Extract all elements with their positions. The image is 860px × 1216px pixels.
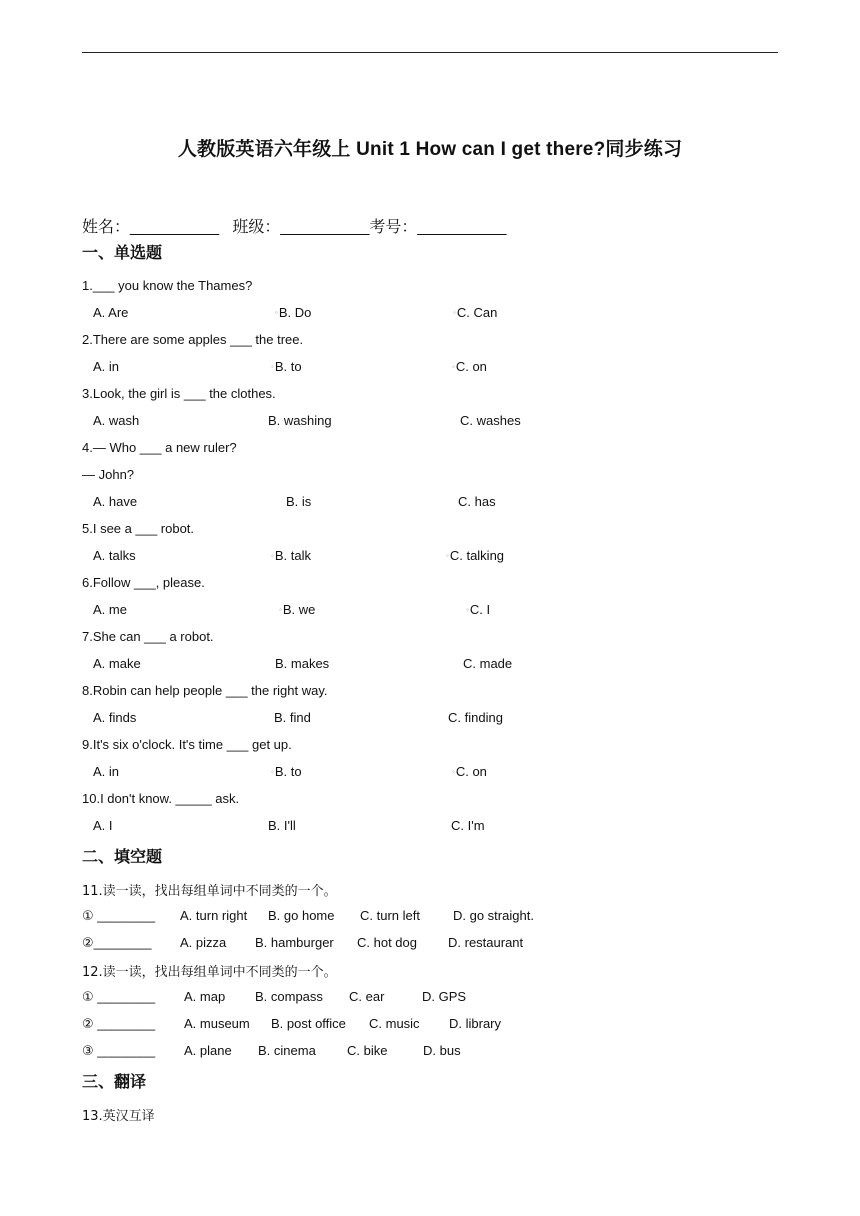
option-b: ◦B. Do: [275, 305, 312, 320]
option-b: B. find: [274, 710, 311, 725]
option-c: C. bike: [347, 1043, 388, 1058]
option-b: ◦B. we: [279, 602, 316, 617]
question-stem: 3.Look, the girl is ___ the clothes.: [82, 386, 276, 401]
question-stem: 13.英汉互译: [82, 1109, 155, 1124]
row-number: ②________: [82, 935, 152, 950]
question-stem: 4.— Who ___ a new ruler?: [82, 440, 237, 455]
question-stem: 8.Robin can help people ___ the right way.: [82, 683, 328, 698]
option-a: A. finds: [93, 710, 137, 725]
question-stem: 1.___ you know the Thames?: [82, 278, 253, 293]
number-label: 考号：: [369, 219, 418, 236]
option-c: C. I'm: [451, 818, 485, 833]
name-blank: __________: [130, 219, 219, 236]
option-a: A. pizza: [180, 935, 227, 950]
question-stem-reply: — John?: [82, 467, 135, 482]
option-b: B. cinema: [258, 1043, 316, 1058]
option-d: D. restaurant: [448, 935, 524, 950]
option-b: ◦B. talk: [271, 548, 311, 563]
option-b: B. washing: [268, 413, 332, 428]
option-d: D. bus: [423, 1043, 461, 1058]
question-stem: 2.There are some apples ___ the tree.: [82, 332, 304, 347]
option-b: ◦B. to: [271, 764, 302, 779]
option-b: B. post office: [271, 1016, 346, 1031]
question-stem: 10.I don't know. _____ ask.: [82, 791, 240, 806]
section-heading-fill-blank: 二、填空题: [82, 849, 163, 866]
option-a: A. have: [93, 494, 138, 509]
option-d: D. library: [449, 1016, 502, 1031]
section-heading-translation: 三、翻译: [82, 1074, 147, 1091]
option-a: A. me: [93, 602, 127, 617]
option-c: C. ear: [349, 989, 385, 1004]
option-b: B. is: [286, 494, 312, 509]
option-a: A. Are: [93, 305, 129, 320]
option-b: ◦B. to: [271, 359, 302, 374]
row-number: ① ________: [82, 989, 156, 1004]
option-c: ◦C. on: [452, 359, 487, 374]
option-a: A. talks: [93, 548, 136, 563]
option-a: A. in: [93, 359, 120, 374]
option-c: ◦C. Can: [453, 305, 498, 320]
row-number: ③ ________: [82, 1043, 156, 1058]
option-a: A. turn right: [180, 908, 248, 923]
class-blank: __________: [280, 219, 370, 236]
option-a: A. museum: [184, 1016, 250, 1031]
option-c: C. music: [369, 1016, 420, 1031]
option-b: B. compass: [255, 989, 323, 1004]
option-a: A. map: [184, 989, 226, 1004]
page-title: 人教版英语六年级上 Unit 1 How can I get there?同步练习: [177, 139, 683, 160]
option-a: A. I: [93, 818, 113, 833]
question-stem: 6.Follow ___, please.: [82, 575, 205, 590]
question-stem: 5.I see a ___ robot.: [82, 521, 195, 536]
option-c: C. turn left: [360, 908, 420, 923]
section-heading-single-choice: 一、单选题: [82, 245, 163, 262]
option-c: C. has: [458, 494, 496, 509]
name-label: 姓名：: [82, 219, 131, 236]
question-stem: 11.读一读，找出每组单词中不同类的一个。: [82, 884, 337, 899]
option-c: C. made: [463, 656, 513, 671]
question-stem: 12.读一读，找出每组单词中不同类的一个。: [82, 965, 337, 980]
row-number: ② ________: [82, 1016, 156, 1031]
student-info-line: [82, 214, 506, 237]
option-a: A. wash: [93, 413, 140, 428]
question-stem: 9.It's six o'clock. It's time ___ get up.: [82, 737, 292, 752]
option-c: ◦C. talking: [446, 548, 505, 563]
number-blank: __________: [417, 219, 507, 236]
row-number: ① ________: [82, 908, 156, 923]
option-c: C. hot dog: [357, 935, 417, 950]
option-a: A. in: [93, 764, 120, 779]
option-c: C. finding: [448, 710, 503, 725]
option-d: D. GPS: [422, 989, 467, 1004]
option-a: A. make: [93, 656, 141, 671]
option-d: D. go straight.: [453, 908, 534, 923]
option-b: B. go home: [268, 908, 335, 923]
header-rule: [82, 52, 778, 53]
option-b: B. makes: [275, 656, 330, 671]
option-c: ◦C. I: [466, 602, 491, 617]
option-c: C. washes: [460, 413, 521, 428]
option-b: B. hamburger: [255, 935, 334, 950]
class-label: 班级：: [232, 219, 281, 236]
option-c: ◦C. on: [452, 764, 487, 779]
option-a: A. plane: [184, 1043, 232, 1058]
option-b: B. I'll: [268, 818, 296, 833]
question-stem: 7.She can ___ a robot.: [82, 629, 214, 644]
